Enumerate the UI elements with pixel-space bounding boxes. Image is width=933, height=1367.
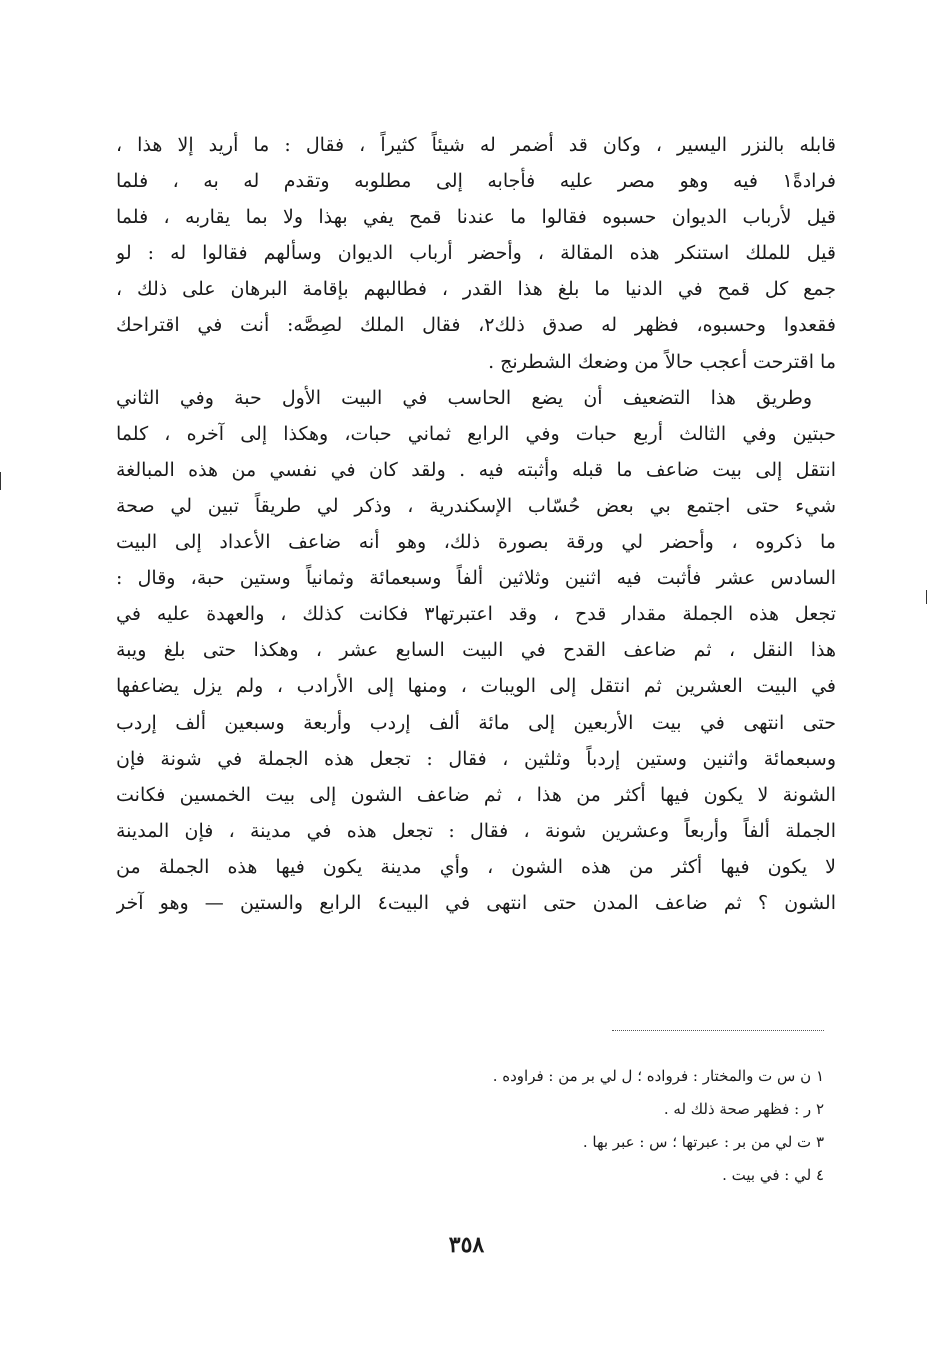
text-line: الشون ؟ ثم ضاعف المدن حتى انتهى في البيت٤ الرابع والستين — وهو آخر	[116, 891, 836, 914]
scan-edge-mark	[0, 472, 1, 490]
footnote-1: ١ ن س ت والمختار : فرواده ؛ ل لي بر من : فراوده .	[492, 1067, 824, 1085]
footnote-3: ٣ ت لي من بر : عبرتها ؛ س : عبر بها .	[582, 1133, 824, 1151]
paragraph-start-line: وطريق هذا التضعيف أن يضع الحاسب في البيت الأول حبة وفي الثاني	[116, 386, 812, 409]
text-line: الشونة لا يكون فيها أكثر من هذا ، ثم ضاعف الشون إلى بيت الخمسين فكانت	[116, 783, 836, 806]
text-line: شيء حتى اجتمع بي بعض حُسّاب الإسكندرية ، وذكر لي طريقاً تبين لي صحة	[116, 494, 836, 517]
text-line: انتقل إلى بيت ضاعف ما قبله وأثبته فيه . ولقد كان في نفسي من هذه المبالغة	[116, 458, 836, 481]
text-line: وسبعمائة واثنين وستين إردباً وثلثين ، فقال : تجعل هذه الجملة في شونة فإن	[116, 747, 836, 770]
text-line: ما ذكروه ، وأحضر لي ورقة بصورة ذلك، وهو أنه ضاعف الأعداد إلى البيت	[116, 531, 836, 554]
text-line: في البيت العشرين ثم انتقل إلى الويبات ، ومنها إلى الأرادب ، ولم يزل يضاعفها	[116, 675, 836, 698]
text-line: الجملة ألفاً وأربعاً وعشرين شونة ، فقال : تجعل هذه في مدينة ، فإن المدينة	[116, 819, 836, 842]
footnote-4: ٤ لي : في بيت .	[722, 1166, 824, 1184]
text-line: قابله بالنزر اليسير ، وكان قد أضمر له شيئاً كثيراً ، فقال : ما أريد إلا هذا ،	[116, 134, 836, 156]
page-number: ٣٥٨	[448, 1232, 485, 1258]
text-line: حتى انتهى في بيت الأربعين إلى مائة ألف إردب وأربعة وسبعين ألف إردب	[116, 711, 836, 734]
text-line: قيل للملك استنكر هذه المقالة ، وأحضر أرباب الديوان وسألهم فقالوا له : لو	[116, 242, 836, 265]
text-line: لا يكون فيها أكثر من هذه الشون ، وأي مدينة يكون فيها هذه الجملة من	[116, 855, 836, 878]
footnotes-block	[116, 1060, 824, 1192]
text-line: جمع كل قمح في الدنيا ما بلغ هذا القدر ، فطالبهم بإقامة البرهان على ذلك ،	[116, 278, 836, 301]
text-line: تجعل هذه الجملة مقدار قدح ، وقد اعتبرتها٣ فكانت كذلك ، والعهدة عليه في	[116, 603, 836, 626]
text-line: فقعدوا وحسبوه، فظهر له صدق ذلك٢، فقال الملك لصِصَّه: أنت في اقتراحك	[116, 314, 836, 337]
footnote-2: ٢ ر : فظهر صحة ذلك له .	[663, 1100, 824, 1118]
main-text-block	[116, 127, 836, 921]
text-line: حبتين وفي الثالث أربع حبات وفي الرابع ثماني حبات، وهكذا إلى آخره ، كلما	[116, 422, 836, 445]
scan-edge-mark	[926, 590, 927, 604]
text-line: فرادةً١ فيه وهو مصر عليه فأجابه إلى مطلوبه وتقدم له به ، فلما	[116, 170, 836, 193]
footnote-separator	[612, 1030, 824, 1031]
text-line: قيل لأرباب الديوان حسبوه فقالوا ما عندنا قمح يفي بهذا ولا بما يقاربه ، فلما	[116, 206, 836, 229]
text-line: السادس عشر فأثبت فيه اثنين وثلاثين ألفاً وسبعمائة وثمانياً وستين حبة، وقال :	[116, 567, 836, 590]
paragraph-end-line: ما اقترحت أعجب حالاً من وضعك الشطرنج .	[488, 350, 836, 373]
text-line: هذا النقل ، ثم ضاعف القدح في البيت السابع عشر ، وهكذا حتى بلغ ويبة	[116, 639, 836, 662]
